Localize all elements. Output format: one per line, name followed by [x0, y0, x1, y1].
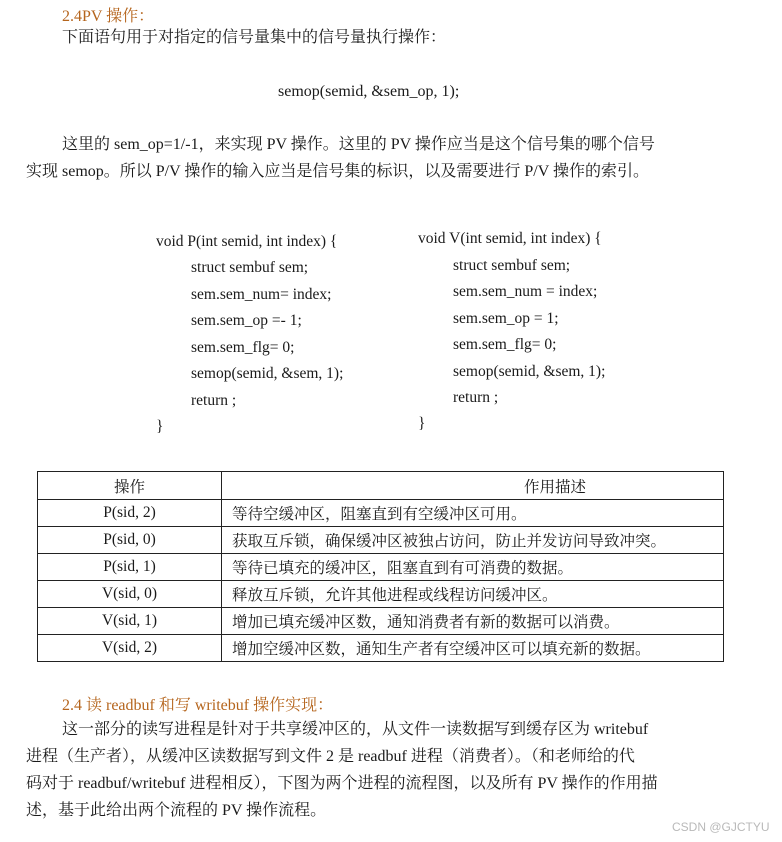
- section-heading-pv: 2.4PV 操作：: [62, 8, 155, 25]
- code-line: sem.sem_num= index;: [191, 286, 332, 303]
- paragraph-line: 实现 semop。所以 P/V 操作的输入应当是信号集的标识，以及需要进行 P/V 操作的索引。: [26, 163, 649, 180]
- code-line: }: [156, 418, 164, 435]
- paragraph-line: 这里的 sem_op=1/-1，来实现 PV 操作。这里的 PV 操作应当是这个信号集的哪个信号: [62, 136, 655, 153]
- description-cell: 增加空缓冲区数，通知生产者有空缓冲区可以填充新的数据。: [222, 635, 724, 662]
- intro-text: 下面语句用于对指定的信号量集中的信号量执行操作：: [62, 29, 447, 46]
- operation-cell: V(sid, 1): [38, 608, 222, 635]
- column-header-description: 作用描述: [222, 472, 724, 500]
- code-line: sem.sem_flg= 0;: [191, 339, 295, 356]
- code-line: }: [418, 415, 426, 432]
- table-row: [38, 527, 724, 554]
- paragraph-line: 码对于 readbuf/writebuf 进程相反），下图为两个进程的流程图，以及所有 PV 操作的作用描: [26, 775, 658, 792]
- code-line: void P(int semid, int index) {: [156, 233, 338, 250]
- table-row: [38, 581, 724, 608]
- pv-operations-table: [37, 471, 724, 662]
- code-line: sem.sem_op = 1;: [453, 310, 559, 327]
- code-line: struct sembuf sem;: [453, 257, 571, 274]
- table-row: [38, 500, 724, 527]
- operation-cell: P(sid, 2): [38, 500, 222, 527]
- semop-statement: semop(semid, &sem_op, 1);: [278, 83, 460, 100]
- table-header-row: [38, 472, 724, 500]
- description-cell: 增加已填充缓冲区数，通知消费者有新的数据可以消费。: [222, 608, 724, 635]
- code-line: semop(semid, &sem, 1);: [191, 365, 344, 382]
- paragraph-line: 这一部分的读写进程是针对于共享缓冲区的，从文件一读数据写到缓存区为 writebuf: [62, 721, 649, 738]
- code-line: struct sembuf sem;: [191, 259, 309, 276]
- paragraph-line: 进程（生产者），从缓冲区读数据写到文件 2 是 readbuf 进程（消费者）。（和老师给的代: [26, 748, 635, 765]
- table-row: [38, 635, 724, 662]
- code-line: return ;: [453, 389, 499, 406]
- csdn-watermark: CSDN @GJCTYU: [672, 820, 770, 834]
- operation-cell: V(sid, 2): [38, 635, 222, 662]
- code-line: sem.sem_flg= 0;: [453, 336, 557, 353]
- description-cell: 释放互斥锁，允许其他进程或线程访问缓冲区。: [222, 581, 724, 608]
- description-cell: 等待空缓冲区，阻塞直到有空缓冲区可用。: [222, 500, 724, 527]
- section-heading-readbuf-writebuf: 2.4 读 readbuf 和写 writebuf 操作实现：: [62, 697, 334, 714]
- code-line: semop(semid, &sem, 1);: [453, 363, 606, 380]
- column-header-operation: 操作: [38, 472, 222, 500]
- operation-cell: P(sid, 1): [38, 554, 222, 581]
- table-row: [38, 608, 724, 635]
- code-line: sem.sem_num = index;: [453, 283, 598, 300]
- paragraph-line: 述，基于此给出两个流程的 PV 操作流程。: [26, 802, 327, 819]
- code-line: return ;: [191, 392, 237, 409]
- operation-cell: V(sid, 0): [38, 581, 222, 608]
- description-cell: 等待已填充的缓冲区，阻塞直到有可消费的数据。: [222, 554, 724, 581]
- code-line: sem.sem_op =- 1;: [191, 312, 302, 329]
- description-cell: 获取互斥锁，确保缓冲区被独占访问，防止并发访问导致冲突。: [222, 527, 724, 554]
- table-row: [38, 554, 724, 581]
- code-line: void V(int semid, int index) {: [418, 230, 602, 247]
- operation-cell: P(sid, 0): [38, 527, 222, 554]
